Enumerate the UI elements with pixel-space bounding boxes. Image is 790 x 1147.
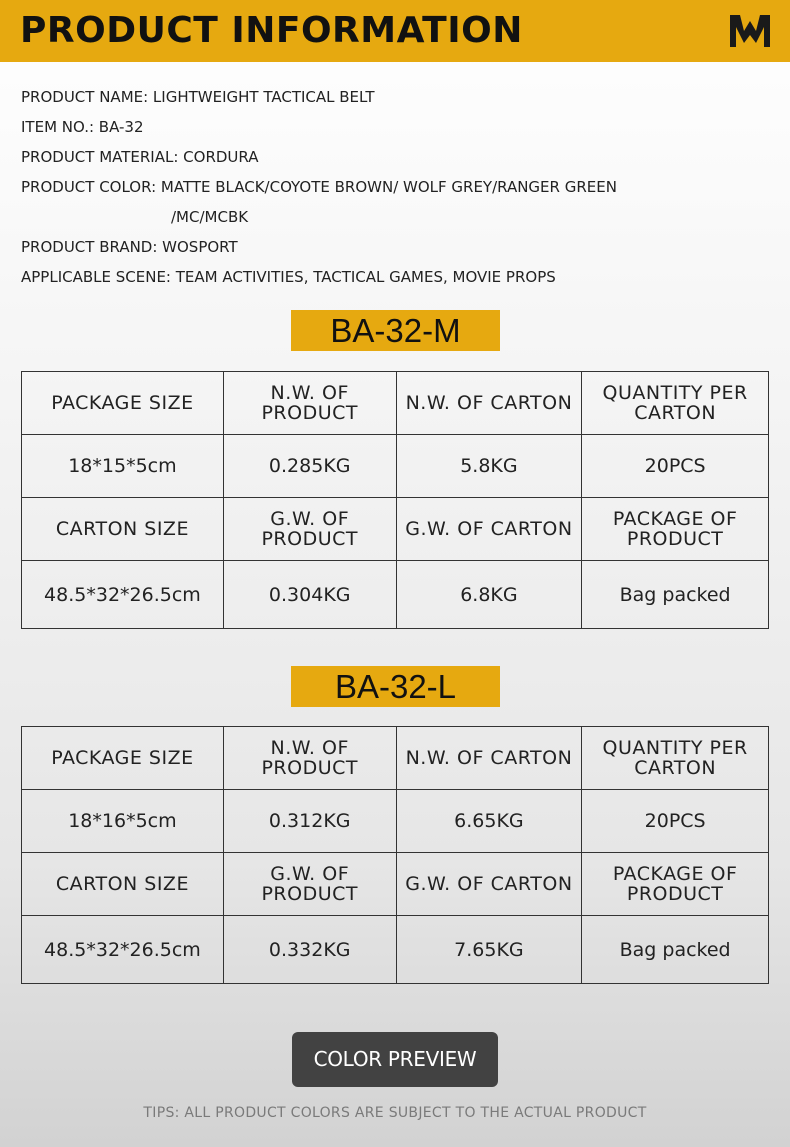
header-cell: PACKAGE SIZE xyxy=(22,372,224,435)
header-bar xyxy=(0,0,790,62)
table-row xyxy=(22,790,769,853)
table-row xyxy=(22,498,769,561)
product-color-continued: /MC/MCBK xyxy=(171,208,249,226)
header-cell: N.W. OF CARTON xyxy=(396,372,582,435)
value-cell: 18*16*5cm xyxy=(22,790,224,853)
header-cell: G.W. OF CARTON xyxy=(396,498,582,561)
header-cell: G.W. OF PRODUCT xyxy=(223,498,396,561)
value-cell: 48.5*32*26.5cm xyxy=(22,561,224,629)
value-cell: 0.312KG xyxy=(223,790,396,853)
value-cell: 20PCS xyxy=(582,790,769,853)
value-cell: 48.5*32*26.5cm xyxy=(22,916,224,984)
header-cell: QUANTITY PER CARTON xyxy=(582,372,769,435)
table-row xyxy=(22,561,769,629)
value-cell: 5.8KG xyxy=(396,435,582,498)
color-preview-button[interactable]: COLOR PREVIEW xyxy=(292,1032,498,1087)
table-row xyxy=(22,435,769,498)
header-cell: PACKAGE OF PRODUCT xyxy=(582,498,769,561)
header-cell: CARTON SIZE xyxy=(22,498,224,561)
value-cell: Bag packed xyxy=(582,561,769,629)
spec-table-m xyxy=(21,371,769,629)
table-row xyxy=(22,916,769,984)
value-cell: 18*15*5cm xyxy=(22,435,224,498)
product-color: PRODUCT COLOR: MATTE BLACK/COYOTE BROWN/ WOLF GREY/RANGER GREEN xyxy=(21,178,617,196)
header-cell: G.W. OF CARTON xyxy=(396,853,582,916)
header-cell: PACKAGE OF PRODUCT xyxy=(582,853,769,916)
product-name: PRODUCT NAME: LIGHTWEIGHT TACTICAL BELT xyxy=(21,88,375,106)
header-cell: QUANTITY PER CARTON xyxy=(582,727,769,790)
product-brand: PRODUCT BRAND: WOSPORT xyxy=(21,238,238,256)
header-cell: N.W. OF CARTON xyxy=(396,727,582,790)
header-cell: PACKAGE SIZE xyxy=(22,727,224,790)
value-cell: 6.65KG xyxy=(396,790,582,853)
model-tag-l: BA-32-L xyxy=(291,666,500,707)
value-cell: 20PCS xyxy=(582,435,769,498)
header-cell: G.W. OF PRODUCT xyxy=(223,853,396,916)
page-title: PRODUCT INFORMATION xyxy=(20,10,523,51)
tips-note: TIPS: ALL PRODUCT COLORS ARE SUBJECT TO THE ACTUAL PRODUCT xyxy=(143,1105,647,1121)
value-cell: 0.332KG xyxy=(223,916,396,984)
value-cell: 7.65KG xyxy=(396,916,582,984)
value-cell: Bag packed xyxy=(582,916,769,984)
table-row xyxy=(22,372,769,435)
w-logo-icon xyxy=(728,13,772,49)
value-cell: 6.8KG xyxy=(396,561,582,629)
model-tag-m: BA-32-M xyxy=(291,310,500,351)
product-material: PRODUCT MATERIAL: CORDURA xyxy=(21,148,259,166)
table-row xyxy=(22,853,769,916)
applicable-scene: APPLICABLE SCENE: TEAM ACTIVITIES, TACTICAL GAMES, MOVIE PROPS xyxy=(21,268,556,286)
header-cell: N.W. OF PRODUCT xyxy=(223,727,396,790)
item-number: ITEM NO.: BA-32 xyxy=(21,118,144,136)
header-cell: N.W. OF PRODUCT xyxy=(223,372,396,435)
spec-table-l xyxy=(21,726,769,984)
value-cell: 0.304KG xyxy=(223,561,396,629)
header-cell: CARTON SIZE xyxy=(22,853,224,916)
value-cell: 0.285KG xyxy=(223,435,396,498)
table-row xyxy=(22,727,769,790)
